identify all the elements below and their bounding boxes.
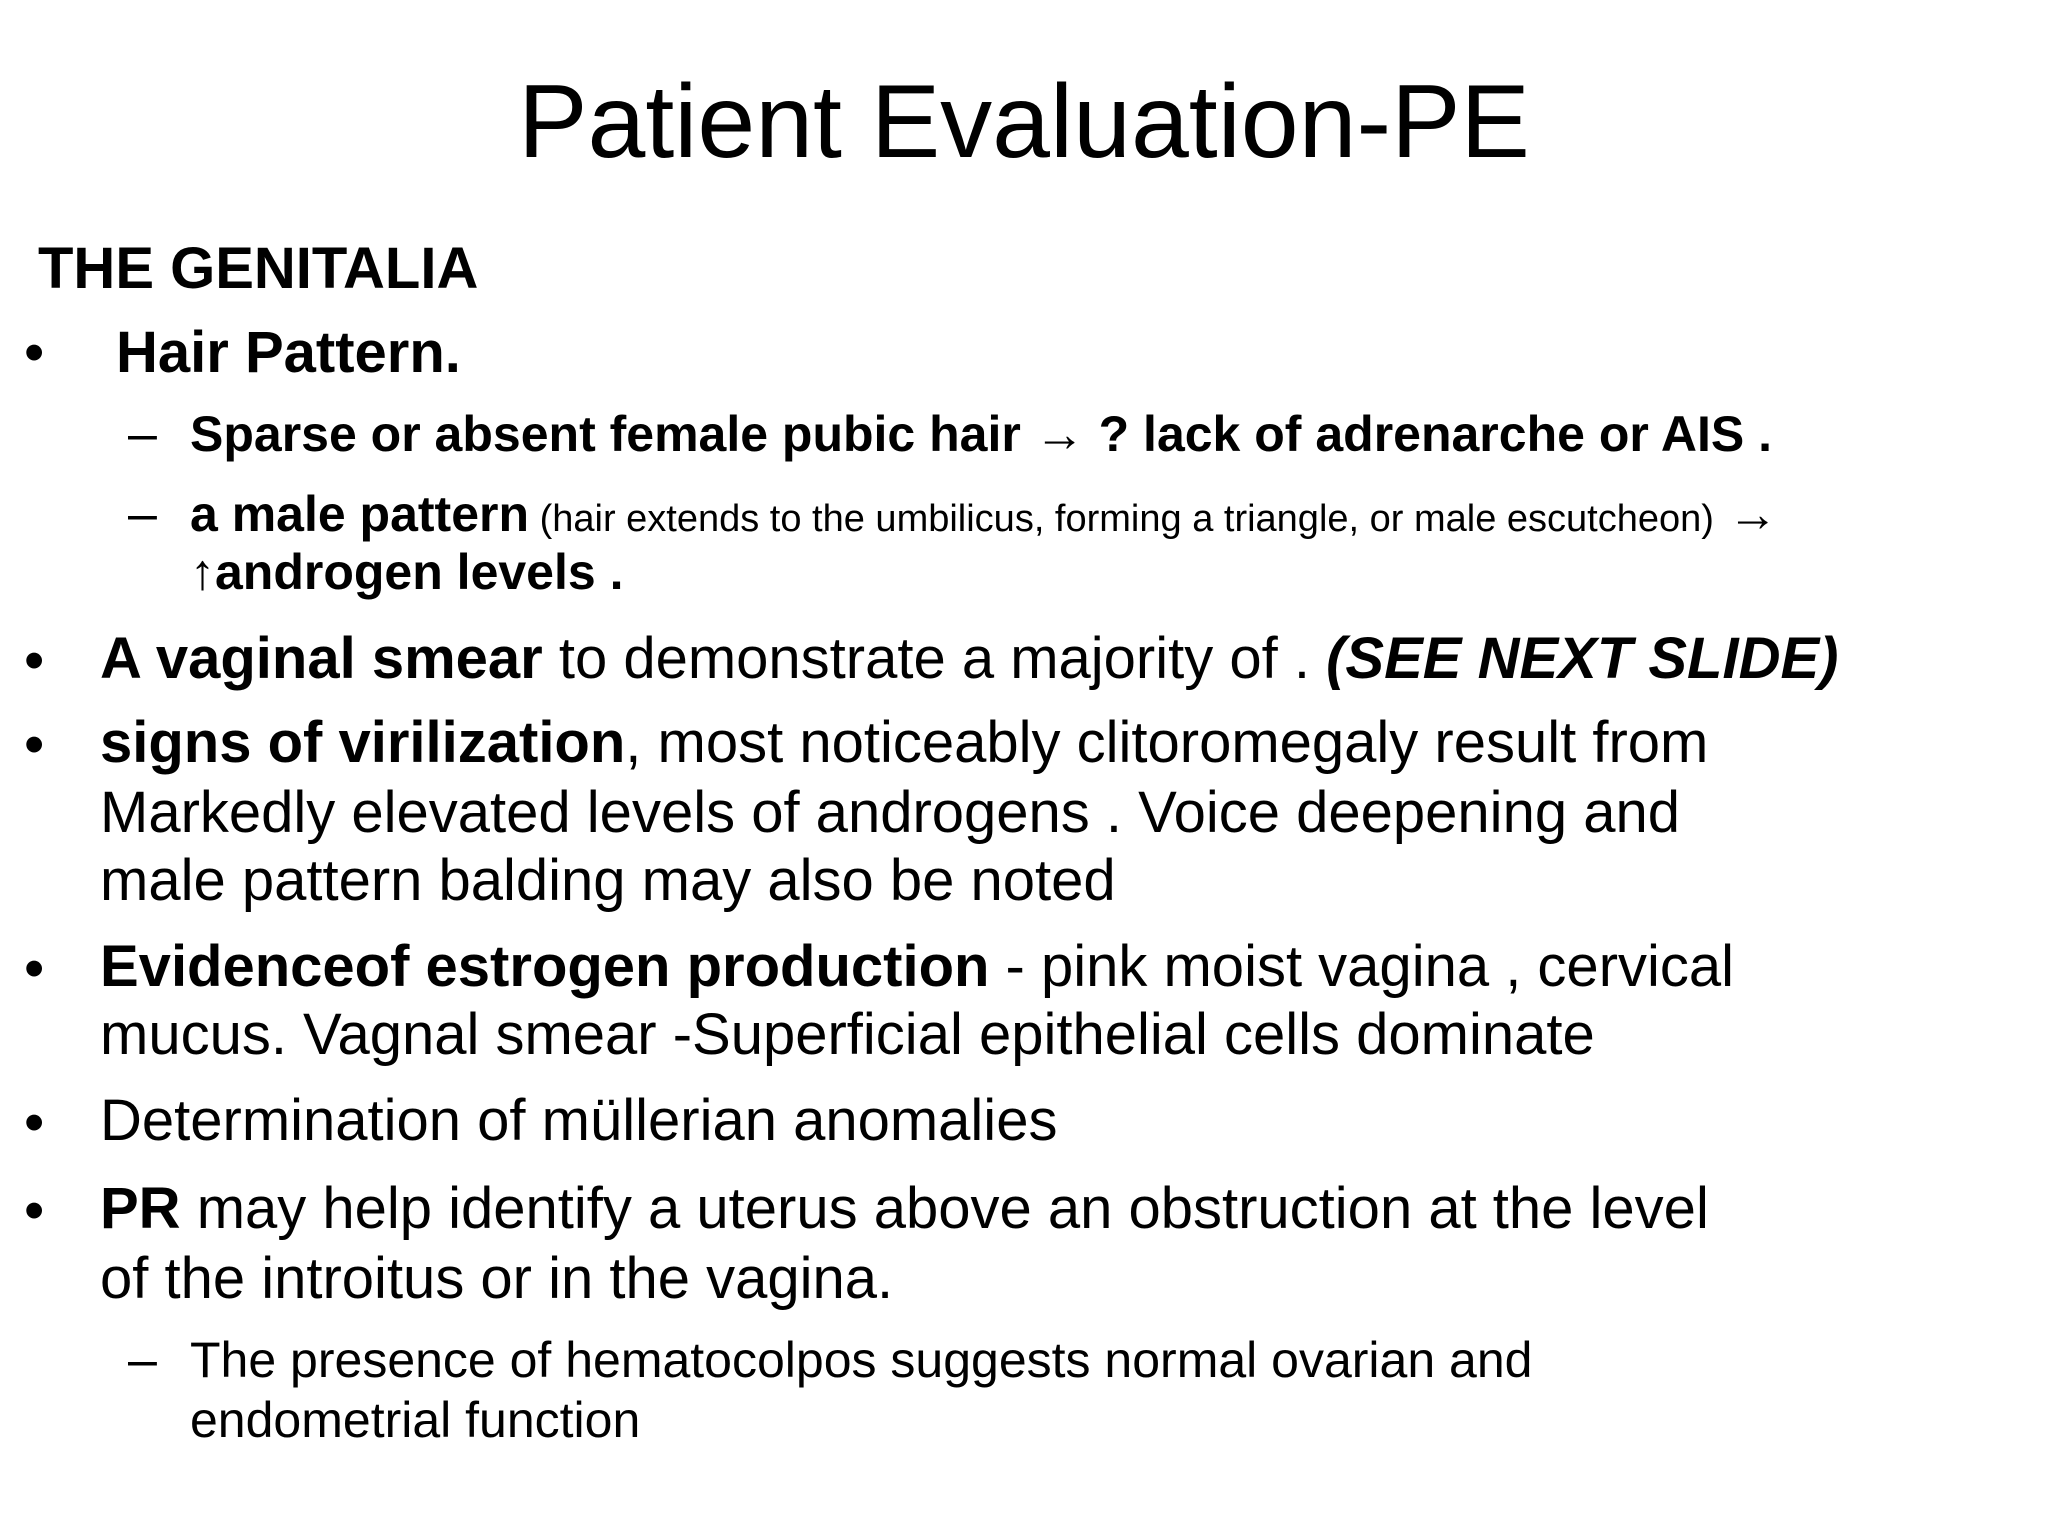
dash-glyph: – — [128, 405, 157, 463]
subitem-hematocolpos-line2: endometrial function — [190, 1392, 641, 1448]
bullet-glyph: • — [24, 712, 45, 777]
bullet-hair-pattern — [116, 318, 461, 388]
bullet-virilization — [100, 708, 1708, 778]
subitem-hematocolpos: The presence of hematocolpos suggests normal ovarian and — [190, 1332, 1533, 1388]
bullet-mullerian: Determination of müllerian anomalies — [100, 1088, 1058, 1153]
bullet-glyph: • — [24, 320, 45, 385]
bullet-vaginal-smear — [100, 624, 1838, 694]
bullet-pr-text: may help identify a uterus above an obstruction at the level — [180, 1176, 1709, 1241]
bullet-pr — [100, 1174, 1709, 1244]
slide-title: Patient Evaluation-PE — [518, 64, 1530, 180]
bullet-virilization-bold: signs of virilization — [100, 710, 626, 775]
bullet-pr-line2: of the introitus or in the vagina. — [100, 1246, 894, 1311]
bullet-pr-bold: PR — [100, 1176, 181, 1241]
bullet-hair-pattern-bold: Hair Pattern. — [116, 320, 461, 385]
dash-glyph: – — [128, 1331, 157, 1389]
bullet-glyph: • — [24, 1090, 45, 1155]
bullet-vaginal-smear-bold: A vaginal smear — [100, 626, 543, 691]
arrow-right-icon: → — [1713, 486, 1778, 542]
bullet-glyph: • — [24, 628, 45, 693]
subitem-male-pattern-bold: a male pattern — [190, 486, 530, 542]
subitem-male-pattern-line2 — [190, 542, 623, 602]
dash-glyph: – — [128, 485, 157, 543]
bullet-estrogen-line2: mucus. Vagnal smear -Superficial epithelial cells dominate — [100, 1002, 1595, 1067]
androgen-levels-text: ↑androgen levels . — [190, 544, 624, 600]
subitem-sparse-hair-text: Sparse or absent female pubic hair → ? lack of adrenarche or AIS . — [190, 406, 1772, 462]
subitem-male-pattern-detail: (hair extends to the umbilicus, forming a triangle, or male escutcheon) — [529, 498, 1714, 540]
subitem-sparse-hair — [190, 404, 1772, 464]
section-heading: THE GENITALIA — [38, 236, 479, 301]
bullet-estrogen-bold: Evidenceof estrogen production — [100, 934, 990, 999]
see-next-slide-note: (SEE NEXT SLIDE) — [1326, 626, 1839, 691]
bullet-estrogen — [100, 932, 1734, 1002]
bullet-virilization-line2: Markedly elevated levels of androgens . Voice deepening and — [100, 780, 1680, 845]
subitem-male-pattern — [190, 484, 1778, 549]
bullet-vaginal-smear-text: to demonstrate a majority of . — [542, 626, 1327, 691]
bullet-estrogen-text: - pink moist vagina , cervical — [989, 934, 1735, 999]
bullet-glyph: • — [24, 936, 45, 1001]
bullet-glyph: • — [24, 1178, 45, 1243]
bullet-virilization-line3: male pattern balding may also be noted — [100, 848, 1116, 913]
bullet-virilization-text: , most noticeably clitoromegaly result from — [625, 710, 1709, 775]
